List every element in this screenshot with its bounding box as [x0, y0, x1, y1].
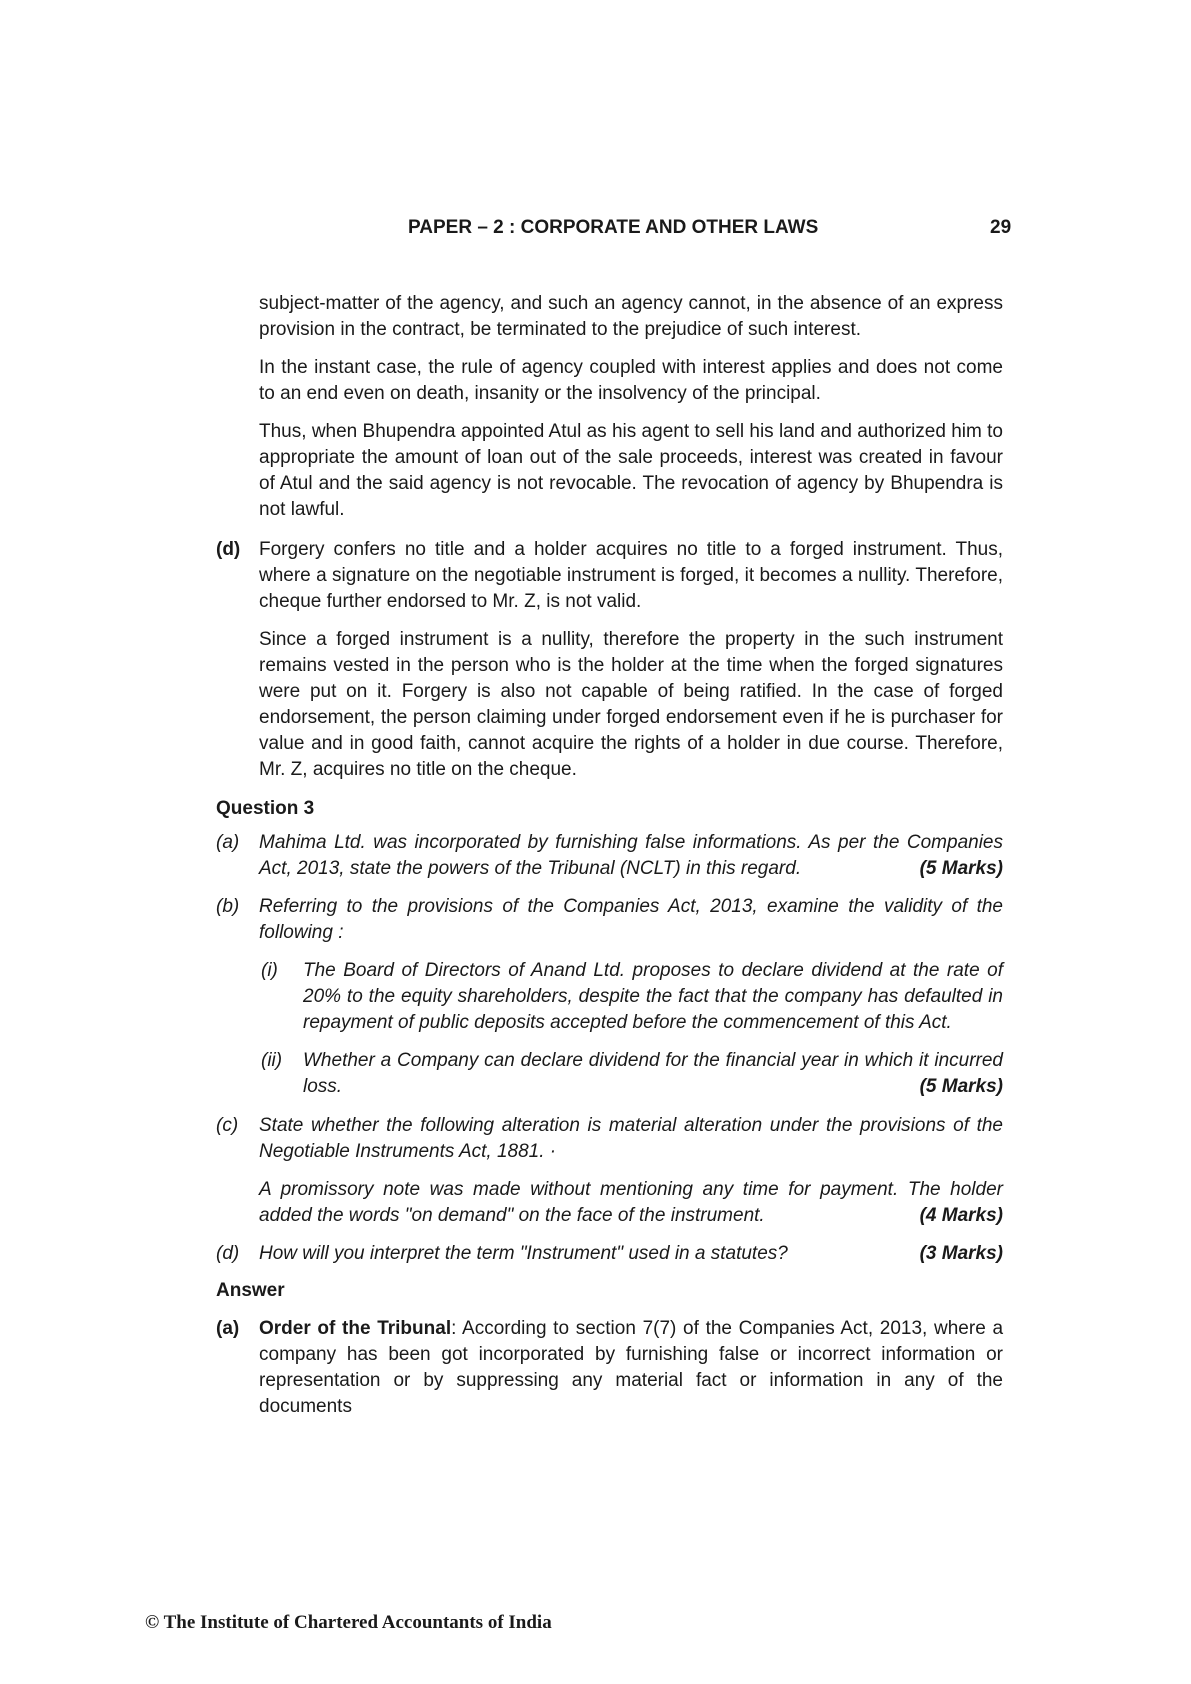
answer-a-bold-title: Order of the Tribunal: [259, 1318, 452, 1339]
q3-a-marks: (5 Marks): [919, 858, 1003, 879]
answer-a-label: (a): [216, 1318, 240, 1339]
q3-b-text: Referring to the provisions of the Companies Act, 2013, examine the validity of the following :: [259, 896, 1003, 943]
running-header-title: PAPER – 2 : CORPORATE AND OTHER LAWS: [408, 217, 819, 238]
answer-a-paragraph: [259, 1316, 1003, 1420]
q3-b-ii-question: Whether a Company can declare dividend for the financial year in which it incurred loss.: [303, 1050, 1003, 1097]
page-number: 29: [990, 217, 1012, 238]
q3-c-marks: (4 Marks): [919, 1205, 1003, 1226]
q3-a-text: [259, 830, 1003, 882]
question-3-heading: Question 3: [216, 798, 315, 819]
q3-b-ii-label: (ii): [261, 1050, 283, 1071]
q3-d-question: How will you interpret the term "Instrument" used in a statutes?: [259, 1243, 788, 1264]
q3-b-i-label: (i): [261, 960, 278, 981]
q3-c-scenario: A promissory note was made without mentioning any time for payment. The holder added the words "on demand" on the face of the instrument.: [259, 1179, 1003, 1226]
answer-c-paragraph-2: In the instant case, the rule of agency coupled with interest applies and does not come to an end even on death, insanity or the insolvency of the principal.: [259, 357, 1003, 404]
answer-c-paragraph-3: Thus, when Bhupendra appointed Atul as his agent to sell his land and authorized him to appropriate the amount of loan out of the sale proceeds, interest was created in favour of Atul and the said agency is not revocable. The revocation of agency by Bhupendra is not lawful.: [259, 421, 1003, 520]
q3-b-i-text: The Board of Directors of Anand Ltd. proposes to declare dividend at the rate of 20% to the equity shareholders, despite the fact that the company has defaulted in repayment of public deposits accepted before the commencement of this Act.: [303, 960, 1003, 1033]
q3-b-label: (b): [216, 896, 240, 917]
q3-d-label: (d): [216, 1243, 240, 1264]
footer-copyright: © The Institute of Chartered Accountants of India: [145, 1612, 552, 1633]
answer-d-paragraph-1: Forgery confers no title and a holder acquires no title to a forged instrument. Thus, where a signature on the negotiable instrument is forged, it becomes a nullity. Therefore, cheque further endorsed to Mr. Z, is not valid.: [259, 539, 1003, 612]
q3-a-label: (a): [216, 832, 240, 853]
q3-d-text: [259, 1241, 1003, 1267]
q3-b-marks: (5 Marks): [919, 1076, 1003, 1097]
answer-c-continuation-paragraph: subject-matter of the agency, and such an agency cannot, in the absence of an express provision in the contract, be terminated to the prejudice of such interest.: [259, 293, 1003, 340]
answer-heading: Answer: [216, 1280, 285, 1301]
q3-b-ii-text: [303, 1048, 1003, 1100]
answer-a-text: : According to section 7(7) of the Companies Act, 2013, where a company has been got incorporated by furnishing false or incorrect information or representation or by suppressing any material fact or information in any of the documents: [259, 1318, 1004, 1417]
q3-d-marks: (3 Marks): [919, 1243, 1003, 1264]
q3-c-text: State whether the following alteration is material alteration under the provisions of the Negotiable Instruments Act, 1881. ·: [259, 1115, 1003, 1162]
q3-a-question: Mahima Ltd. was incorporated by furnishing false informations. As per the Companies Act, 2013, state the powers of the Tribunal (NCLT) in this regard.: [259, 832, 1003, 879]
answer-d-label: (d): [216, 539, 241, 560]
q3-c-text-2: [259, 1177, 1003, 1229]
answer-d-paragraph-2: Since a forged instrument is a nullity, therefore the property in the such instrument remains vested in the person who is the holder at the time when the forged signatures were put on it. Forgery is also not capable of being ratified. In the case of forged endorsement, the person claiming under forged endorsement even if he is purchaser for value and in good faith, cannot acquire the rights of a holder in due course. Therefore, Mr. Z, acquires no title on the cheque.: [259, 629, 1003, 780]
q3-c-label: (c): [216, 1115, 239, 1136]
